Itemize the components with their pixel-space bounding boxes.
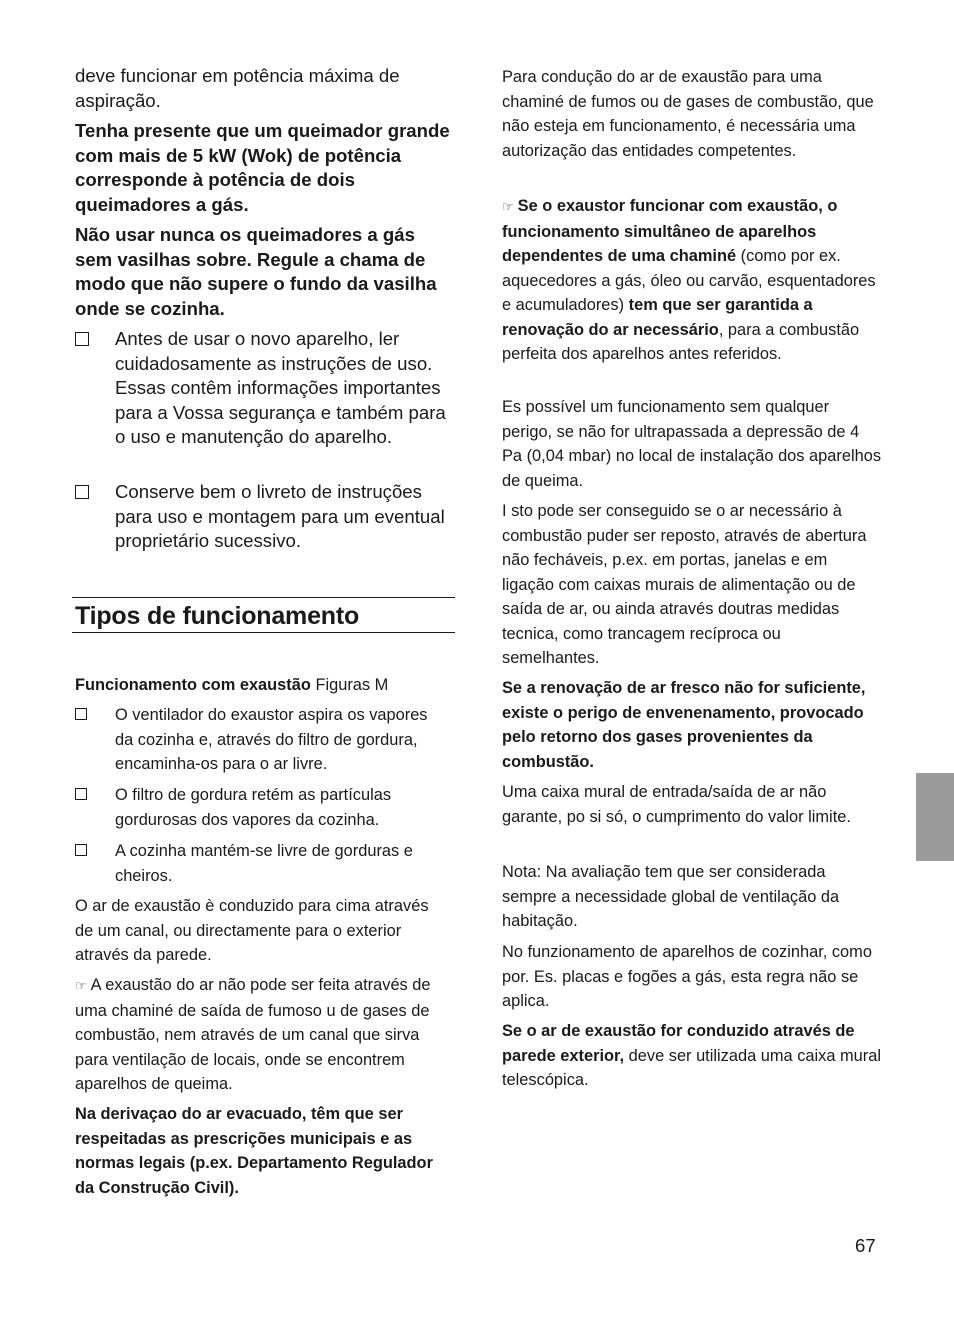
air-renewal-bold: tem que ser garantida a renovação do ar necessário: [502, 296, 813, 339]
wall-box-paragraph: Uma caixa mural de entrada/saída de ar não garante, po si só, o cumprimento do valor limite.: [502, 783, 851, 826]
burner-warning: Não usar nunca os queimadores a gás sem vasilhas sobre. Regule a chama de modo que não supere o fundo da vasilha onde se cozinha.: [75, 224, 437, 319]
simultaneous-operation-note: [502, 194, 882, 367]
side-thumb-tab: [916, 773, 954, 861]
simultaneous-operation-examples: (como por ex. aquecedores a gás, óleo ou carvão, esquentadores e acumuladores): [502, 247, 876, 314]
list-item-text: A cozinha mantém-se livre de gorduras e cheiros.: [115, 842, 413, 885]
exterior-wall-paragraph: [502, 1019, 882, 1093]
exterior-wall-bold: Se o ar de exaustão for conduzido através de parede exterior,: [502, 1022, 855, 1065]
air-renewal-rest: , para a combustão perfeita dos aparelhos antes referidos.: [502, 320, 860, 363]
simultaneous-operation-bold: Se o exaustor funcionar com exaustão, o funcionamento simultâneo de aparelhos dependentes de uma chaminé: [502, 197, 838, 265]
checkbox-bullet-icon: [75, 708, 87, 720]
list-item-text: Conserve bem o livreto de instruções para uso e montagem para um eventual proprietário sucessivo.: [115, 481, 445, 551]
checkbox-bullet-icon: [75, 788, 87, 800]
exterior-wall-rest: deve ser utilizada uma caixa mural telescópica.: [502, 1046, 881, 1089]
poisoning-warning: Se a renovação de ar fresco não for suficiente, existe o perigo de envenenamento, provocado pelo retorno dos gases provenientes da combustão.: [502, 679, 866, 771]
subsection-title-bold: Funcionamento com exaustão: [75, 676, 311, 694]
heading-bottom-rule: [72, 632, 455, 633]
checkbox-bullet-icon: [75, 844, 87, 856]
page-number: 67: [855, 1235, 876, 1256]
subsection-title-figure-ref: Figuras M: [310, 676, 389, 694]
cooking-appliances-paragraph: No funzionamento de aparelhos de cozinhar, como por. Es. placas e fogões a gás, esta regra não se aplica.: [502, 943, 872, 1010]
list-item-text: Antes de usar o novo aparelho, ler cuidadosamente as instruções de uso. Essas contêm informações importantes para a Vossa segurança e também para o uso e manutenção do aparelho.: [115, 328, 446, 447]
checkbox-bullet-icon: [75, 485, 89, 499]
regulations-note: Na derivaçao do ar evacuado, têm que ser respeitadas as prescrições municipais e as normas legais (p.ex. Departamento Regulador da Construção Civil).: [75, 1105, 433, 1197]
heading-top-rule: [72, 597, 455, 598]
checkbox-bullet-icon: [75, 332, 89, 346]
list-item-text: O ventilador do exaustor aspira os vapores da cozinha e, através do filtro de gordura, encaminha-os para o ar livre.: [115, 706, 428, 773]
air-supply-paragraph: I sto pode ser conseguido se o ar necessário à combustão puder ser reposto, através de abertura não fecháveis, p.ex. em portas, janelas e em ligação com caixas murais de alimentação ou de saída de ar, ou ainda através doutras medidas tecnica, como trancagem recíproca ou semelhantes.: [502, 502, 867, 667]
hand-pointing-icon: ☞: [502, 199, 514, 214]
wok-burner-note: Tenha presente que um queimador grande com mais de 5 kW (Wok) de potência corresponde à potência de dois queimadores a gás.: [75, 120, 450, 215]
subsection-title: [75, 673, 455, 698]
authorization-paragraph: Para condução do ar de exaustão para uma chaminé de fumos ou de gases de combustão, que não esteja em funcionamento, é necessária uma autorização das entidades competentes.: [502, 68, 874, 160]
exhaust-duct-paragraph: O ar de exaustão è conduzido para cima através de um canal, ou directamente para o exterior através da parede.: [75, 897, 429, 964]
chimney-note-text: A exaustão do ar não pode ser feita através de uma chaminé de saída de fumoso u de gases de combustão, nem através de um canal que sirva para ventilação de locais, onde se encontrem aparelhos de queima.: [75, 976, 431, 1093]
list-item-text: O filtro de gordura retém as partículas gordurosas dos vapores da cozinha.: [115, 786, 392, 829]
depression-limit-paragraph: Es possível um funcionamento sem qualquer perigo, se não for ultrapassada a depressão de 4 Pa (0,04 mbar) no local de instalação dos aparelhos de queima.: [502, 398, 882, 490]
ventilation-note: Nota: Na avaliação tem que ser considerada sempre a necessidade global de ventilação da habitação.: [502, 863, 840, 930]
chimney-note: [75, 973, 455, 1097]
hand-pointing-icon: ☞: [75, 978, 87, 993]
section-heading: Tipos de funcionamento: [75, 602, 360, 630]
intro-paragraph: deve funcionar em potência máxima de aspiração.: [75, 65, 400, 111]
